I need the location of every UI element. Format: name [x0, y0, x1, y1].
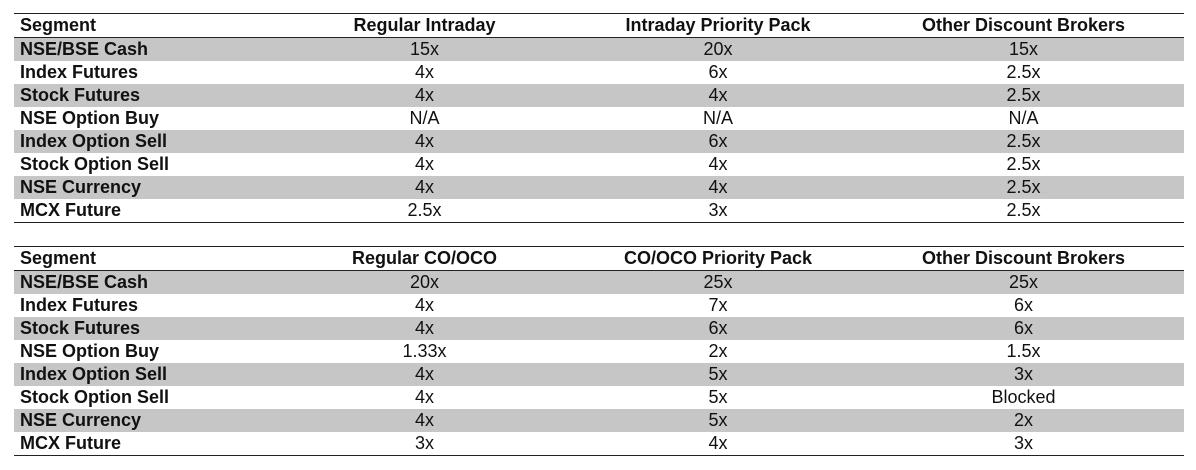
column-header-regular-co-oco: Regular CO/OCO [351, 248, 498, 268]
table-row [14, 130, 1184, 153]
value-cell: 4x [414, 154, 434, 174]
table-row [14, 340, 1184, 363]
segment-cell: NSE Currency [14, 176, 276, 199]
segment-cell: NSE Option Buy [20, 341, 159, 361]
value-cell: 15x [863, 38, 1184, 62]
value-cell: 1.33x [402, 341, 447, 361]
header-row [14, 14, 1184, 38]
segment-cell: Index Futures [20, 295, 139, 315]
intraday-leverage-table [14, 13, 1184, 223]
value-cell: 4x [573, 84, 863, 107]
value-cell: 2.5x [1006, 62, 1041, 82]
co-oco-leverage-table [14, 246, 1184, 456]
value-cell: 3x [414, 433, 434, 453]
value-cell: N/A [1008, 108, 1039, 128]
value-cell: 6x [573, 317, 863, 340]
value-cell: 4x [276, 130, 573, 153]
value-cell: 4x [276, 317, 573, 340]
value-cell: 4x [708, 433, 728, 453]
segment-cell: Stock Option Sell [20, 154, 170, 174]
column-header-other-discount-brokers: Other Discount Brokers [921, 15, 1126, 35]
segment-cell: NSE/BSE Cash [14, 271, 276, 295]
value-cell: 4x [276, 409, 573, 432]
value-cell: 2x [708, 341, 728, 361]
value-cell: 4x [414, 62, 434, 82]
value-cell: 4x [573, 176, 863, 199]
column-header-segment: Segment [20, 248, 97, 268]
column-header-segment: Segment [20, 15, 97, 35]
table-row [14, 38, 1184, 62]
segment-cell: MCX Future [20, 200, 121, 220]
value-cell: 20x [276, 271, 573, 295]
value-cell: 6x [863, 317, 1184, 340]
table-row [14, 432, 1184, 456]
value-cell: 2.5x [863, 130, 1184, 153]
value-cell: 5x [708, 387, 728, 407]
segment-cell: NSE/BSE Cash [14, 38, 276, 62]
table-row [14, 409, 1184, 432]
value-cell: 5x [573, 409, 863, 432]
value-cell: N/A [702, 108, 733, 128]
segment-cell: Stock Futures [14, 84, 276, 107]
value-cell: 4x [276, 84, 573, 107]
value-cell: 5x [573, 363, 863, 386]
table-row [14, 363, 1184, 386]
table-row [14, 84, 1184, 107]
header-row [14, 247, 1184, 271]
value-cell: 4x [414, 295, 434, 315]
table-row [14, 294, 1184, 317]
table-row [14, 107, 1184, 130]
value-cell: 2.5x [1006, 200, 1041, 220]
value-cell: 4x [276, 363, 573, 386]
value-cell: 6x [708, 62, 728, 82]
segment-cell: Index Option Sell [14, 130, 276, 153]
table-row [14, 176, 1184, 199]
segment-cell: Index Option Sell [14, 363, 276, 386]
segment-cell: NSE Currency [14, 409, 276, 432]
value-cell: 25x [863, 271, 1184, 295]
value-cell: 25x [573, 271, 863, 295]
value-cell: Blocked [991, 387, 1056, 407]
value-cell: 2.5x [863, 84, 1184, 107]
value-cell: 3x [1013, 433, 1033, 453]
value-cell: 4x [708, 154, 728, 174]
table-row [14, 153, 1184, 176]
value-cell: 1.5x [1006, 341, 1041, 361]
segment-cell: Index Futures [20, 62, 139, 82]
table-row [14, 61, 1184, 84]
column-header-regular-intraday: Regular Intraday [353, 15, 496, 35]
segment-cell: Stock Futures [14, 317, 276, 340]
value-cell: 3x [863, 363, 1184, 386]
value-cell: 4x [276, 176, 573, 199]
table-row [14, 271, 1184, 295]
column-header-co-oco-priority-pack: CO/OCO Priority Pack [623, 248, 813, 268]
segment-cell: NSE Option Buy [20, 108, 159, 128]
column-header-other-discount-brokers: Other Discount Brokers [921, 248, 1126, 268]
value-cell: 7x [708, 295, 728, 315]
table-row [14, 317, 1184, 340]
value-cell: 4x [414, 387, 434, 407]
value-cell: 2.5x [407, 200, 442, 220]
value-cell: 2.5x [863, 176, 1184, 199]
table-row [14, 386, 1184, 409]
value-cell: 6x [1013, 295, 1033, 315]
table-row [14, 199, 1184, 223]
segment-cell: MCX Future [20, 433, 121, 453]
value-cell: 15x [276, 38, 573, 62]
segment-cell: Stock Option Sell [20, 387, 170, 407]
value-cell: 2x [863, 409, 1184, 432]
column-header-intraday-priority-pack: Intraday Priority Pack [625, 15, 811, 35]
value-cell: N/A [409, 108, 440, 128]
value-cell: 6x [573, 130, 863, 153]
value-cell: 2.5x [1006, 154, 1041, 174]
value-cell: 3x [708, 200, 728, 220]
value-cell: 20x [573, 38, 863, 62]
